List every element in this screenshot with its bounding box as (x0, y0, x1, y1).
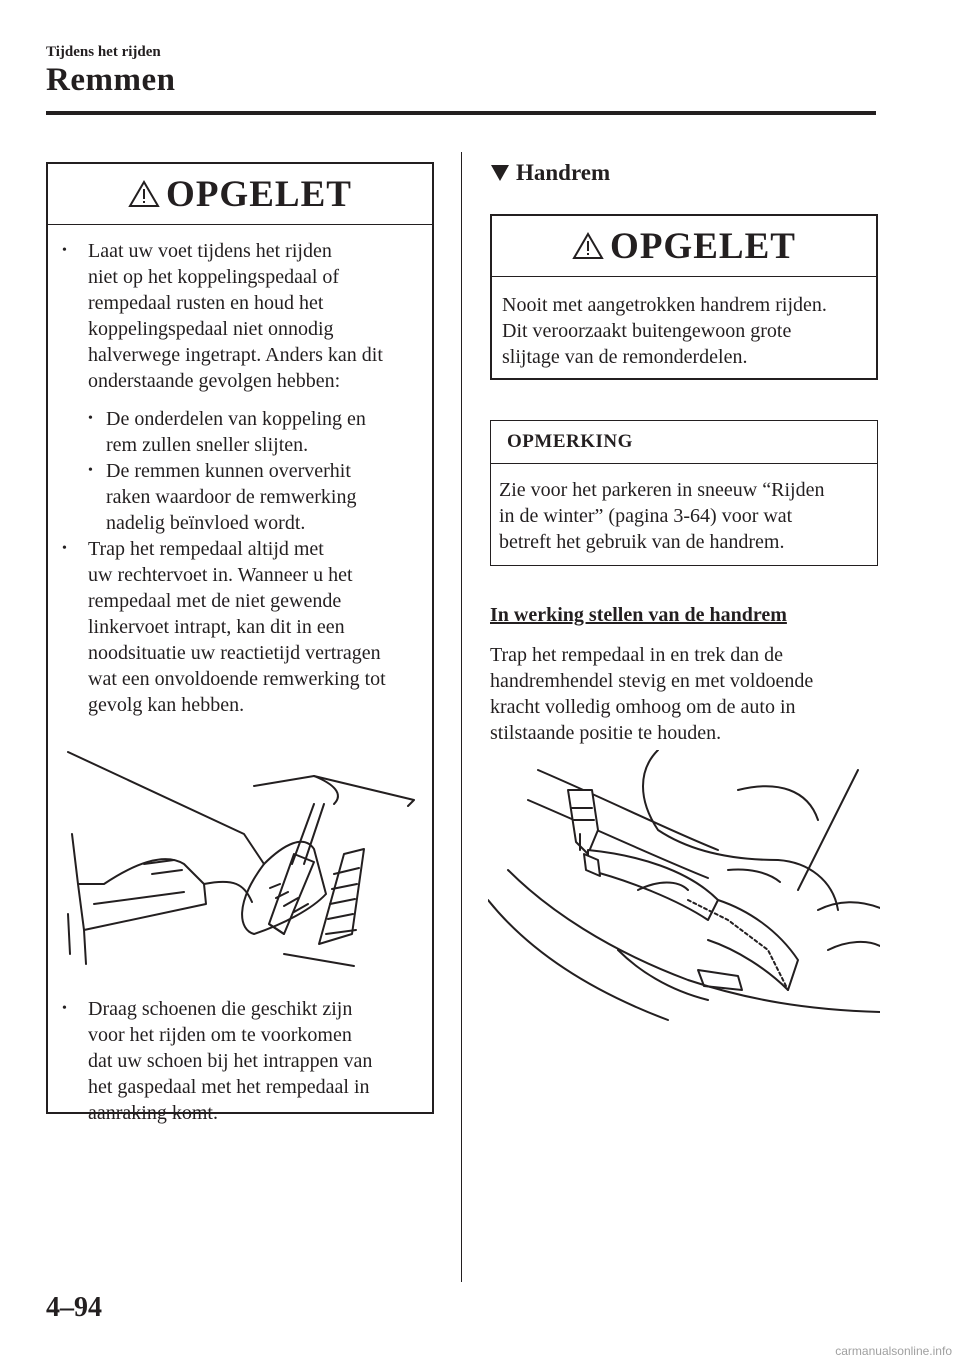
triangle-down-icon (490, 164, 510, 182)
line: dat uw schoen bij het intrappen van (88, 1050, 373, 1072)
note-header (491, 421, 877, 464)
line: Draag schoenen die geschikt zijn (88, 998, 353, 1020)
line: rempedaal rusten en houd het (88, 292, 324, 314)
caution-text (502, 292, 878, 370)
line: linkervoet intrapt, kan dit in een (88, 616, 345, 638)
line: wat een onvoldoende remwerking tot (88, 668, 386, 690)
right-caution-box (490, 214, 878, 380)
line: koppelingspedaal niet onnodig (88, 318, 334, 340)
page-number: 4–94 (46, 1292, 102, 1323)
line: uw rechtervoet in. Wanneer u het (88, 564, 353, 586)
line: kracht volledig omhoog om de auto in (490, 696, 796, 718)
note-heading: OPMERKING (507, 431, 633, 452)
line: Dit veroorzaakt buitengewoon grote (502, 320, 792, 342)
caution-header (48, 164, 432, 225)
header-rule (46, 111, 876, 115)
line: onderstaande gevolgen hebben: (88, 370, 341, 392)
line: halverwege ingetrapt. Anders kan dit (88, 344, 383, 366)
watermark: carmanualsonline.info (835, 1344, 952, 1358)
warning-triangle-icon (128, 180, 160, 208)
caution-heading: OPGELET (610, 225, 796, 267)
line: slijtage van de remonderdelen. (502, 346, 748, 368)
line: noodsituatie uw reactietijd vertragen (88, 642, 381, 664)
procedure-heading: In werking stellen van de handrem (490, 604, 787, 626)
line: Nooit met aangetrokken handrem rijden. (502, 294, 827, 316)
line: raken waardoor de remwerking (106, 486, 357, 508)
line: het gaspedaal met het rempedaal in (88, 1076, 370, 1098)
line: in de winter” (pagina 3-64) voor wat (499, 505, 793, 527)
line: De remmen kunnen oververhit (106, 460, 351, 482)
line: betreft het gebruik van de handrem. (499, 531, 785, 553)
line: Trap het rempedaal altijd met (88, 538, 324, 560)
subsection-title: Handrem (516, 160, 611, 185)
line: handremhendel stevig en met voldoende (490, 670, 814, 692)
line: rem zullen sneller slijten. (106, 434, 309, 456)
line: Zie voor het parkeren in sneeuw “Rijden (499, 479, 825, 501)
left-caution-box: OPGELET • Laat uw voet tijdens het rijden niet op het koppelingspedaal of rempedaal rusten en houd het koppelingspedaal niet onnodig halverwege ingetrapt. Anders kan dit onderstaande gevolgen hebben: • De onderdelen van koppeling en rem zullen sneller slijten. • De remmen kunnen oververhit raken waardoor de remwerking nadelig beïnvloed wordt. • Trap het rempedaal altijd met uw rechtervoet in. Wanneer u het rempedaal met de niet gewende linkervoet intrapt, kan dit in een noodsituatie uw reactietijd vertragen wat een onvoldoende remwerking tot gevolg kan hebben. • Draag schoenen die geschikt zijn voor het rijden om te voorkomen dat uw schoen bij het intrappen van het gaspedaal met het rempedaal in aanraking komt. (46, 162, 434, 1114)
procedure-text (490, 642, 876, 746)
section-label: Tijdens het rijden (46, 44, 161, 60)
line: Laat uw voet tijdens het rijden (88, 240, 332, 262)
line: nadelig beïnvloed wordt. (106, 512, 306, 534)
subsection-heading (490, 160, 610, 186)
caution-heading: OPGELET (166, 173, 352, 215)
caution-header (492, 216, 876, 277)
line: De onderdelen van koppeling en (106, 408, 366, 430)
column-divider (461, 152, 462, 1282)
page-title: Remmen (46, 62, 176, 98)
line: voor het rijden om te voorkomen (88, 1024, 352, 1046)
line: aanraking komt. (88, 1102, 218, 1124)
line: niet op het koppelingspedaal of (88, 266, 340, 288)
handbrake-illustration (488, 750, 880, 1040)
pedal-illustration (64, 734, 424, 974)
line: gevolg kan hebben. (88, 694, 245, 716)
note-box (490, 420, 878, 566)
line: rempedaal met de niet gewende (88, 590, 342, 612)
line: stilstaande positie te houden. (490, 722, 722, 744)
note-text (499, 477, 875, 555)
line: Trap het rempedaal in en trek dan de (490, 644, 784, 666)
warning-triangle-icon (572, 232, 604, 260)
